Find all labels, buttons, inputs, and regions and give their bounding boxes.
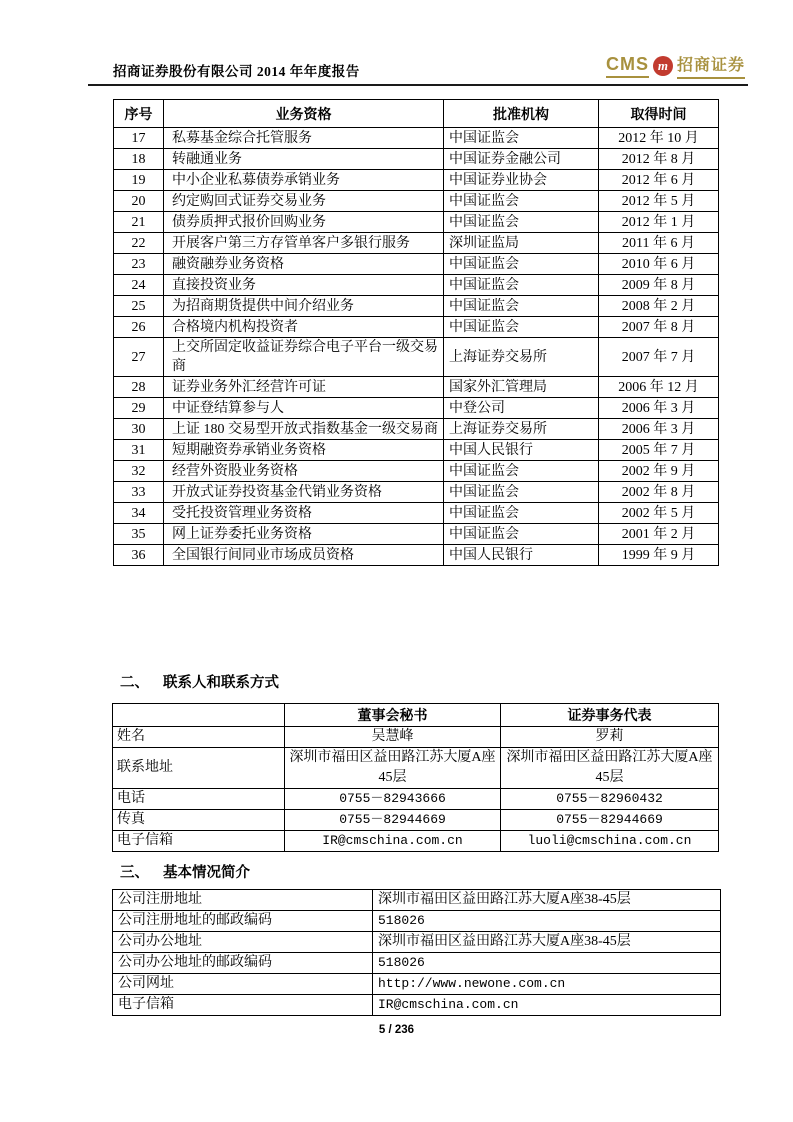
logo-brand-text: 招商证券	[677, 52, 745, 79]
cell-no: 17	[114, 128, 164, 149]
cell-qualification: 直接投资业务	[164, 275, 444, 296]
table-row	[114, 524, 719, 545]
table-row	[113, 831, 719, 852]
table-row	[114, 233, 719, 254]
row-label: 公司办公地址	[113, 932, 373, 953]
row-label: 姓名	[113, 727, 285, 748]
representative-phone: 0755－82960432	[501, 789, 719, 810]
contacts-table	[112, 703, 719, 852]
registered-postcode: 518026	[373, 911, 721, 932]
cell-date: 2012 年 6 月	[599, 170, 719, 191]
cell-qualification: 中证登结算参与人	[164, 398, 444, 419]
cell-authority: 中国证监会	[444, 524, 599, 545]
cell-qualification: 上证 180 交易型开放式指数基金一级交易商	[164, 419, 444, 440]
cell-no: 31	[114, 440, 164, 461]
cell-authority: 中国证券业协会	[444, 170, 599, 191]
company-email: IR@cmschina.com.cn	[373, 995, 721, 1016]
table-row	[114, 419, 719, 440]
cell-authority: 中国证监会	[444, 275, 599, 296]
cell-no: 30	[114, 419, 164, 440]
cell-date: 2007 年 7 月	[599, 338, 719, 377]
col-header-date: 取得时间	[599, 100, 719, 128]
table-header-row	[113, 704, 719, 727]
representative-fax: 0755－82944669	[501, 810, 719, 831]
cell-authority: 中国证监会	[444, 191, 599, 212]
cell-date: 1999 年 9 月	[599, 545, 719, 566]
representative-address: 深圳市福田区益田路江苏大厦A座45层	[501, 748, 719, 789]
cell-no: 22	[114, 233, 164, 254]
representative-name: 罗莉	[501, 727, 719, 748]
cell-authority: 中国证监会	[444, 296, 599, 317]
cell-authority: 中国证监会	[444, 317, 599, 338]
col-header-securities-rep: 证券事务代表	[501, 704, 719, 727]
registered-address: 深圳市福田区益田路江苏大厦A座38-45层	[373, 890, 721, 911]
cell-authority: 中国证监会	[444, 254, 599, 275]
cell-qualification: 为招商期货提供中间介绍业务	[164, 296, 444, 317]
table-row	[114, 503, 719, 524]
cell-date: 2012 年 1 月	[599, 212, 719, 233]
table-header-row	[114, 100, 719, 128]
cell-authority: 中国证监会	[444, 128, 599, 149]
secretary-email: IR@cmschina.com.cn	[285, 831, 501, 852]
section-heading-contacts	[120, 671, 279, 692]
cell-authority: 中国人民银行	[444, 440, 599, 461]
cell-date: 2002 年 5 月	[599, 503, 719, 524]
cell-date: 2012 年 5 月	[599, 191, 719, 212]
cell-date: 2007 年 8 月	[599, 317, 719, 338]
cell-no: 27	[114, 338, 164, 377]
page-header-title: 招商证券股份有限公司 2014 年年度报告	[113, 64, 360, 79]
cell-authority: 国家外汇管理局	[444, 377, 599, 398]
cell-qualification: 合格境内机构投资者	[164, 317, 444, 338]
cell-no: 28	[114, 377, 164, 398]
cell-date: 2012 年 10 月	[599, 128, 719, 149]
secretary-address: 深圳市福田区益田路江苏大厦A座45层	[285, 748, 501, 789]
cell-date: 2010 年 6 月	[599, 254, 719, 275]
cell-no: 32	[114, 461, 164, 482]
cell-no: 23	[114, 254, 164, 275]
page-number: 5 / 236	[378, 1024, 415, 1036]
cell-date: 2011 年 6 月	[599, 233, 719, 254]
cell-no: 21	[114, 212, 164, 233]
section-title: 基本情况简介	[163, 865, 250, 881]
row-label: 公司办公地址的邮政编码	[113, 953, 373, 974]
cell-no: 19	[114, 170, 164, 191]
table-row	[113, 789, 719, 810]
secretary-fax: 0755－82944669	[285, 810, 501, 831]
row-label: 电话	[113, 789, 285, 810]
table-row	[114, 317, 719, 338]
table-row	[114, 191, 719, 212]
cell-authority: 中登公司	[444, 398, 599, 419]
logo-cms-text: CMS	[606, 54, 649, 78]
cell-authority: 中国人民银行	[444, 545, 599, 566]
row-label: 公司注册地址	[113, 890, 373, 911]
table-row	[114, 296, 719, 317]
cell-authority: 深圳证监局	[444, 233, 599, 254]
cell-no: 26	[114, 317, 164, 338]
cell-no: 24	[114, 275, 164, 296]
cell-no: 36	[114, 545, 164, 566]
row-label: 电子信箱	[113, 995, 373, 1016]
cell-date: 2001 年 2 月	[599, 524, 719, 545]
cell-qualification: 证券业务外汇经营许可证	[164, 377, 444, 398]
table-row	[114, 212, 719, 233]
cell-qualification: 全国银行间同业市场成员资格	[164, 545, 444, 566]
row-label: 联系地址	[113, 748, 285, 789]
cell-qualification: 开放式证券投资基金代销业务资格	[164, 482, 444, 503]
table-row	[113, 727, 719, 748]
row-label: 电子信箱	[113, 831, 285, 852]
cell-qualification: 融资融券业务资格	[164, 254, 444, 275]
qualification-table	[113, 99, 719, 566]
row-label: 公司注册地址的邮政编码	[113, 911, 373, 932]
table-row	[114, 254, 719, 275]
table-row	[113, 932, 721, 953]
cell-qualification: 私募基金综合托管服务	[164, 128, 444, 149]
cell-date: 2012 年 8 月	[599, 149, 719, 170]
cell-date: 2005 年 7 月	[599, 440, 719, 461]
cell-no: 25	[114, 296, 164, 317]
cell-date: 2002 年 9 月	[599, 461, 719, 482]
secretary-phone: 0755－82943666	[285, 789, 501, 810]
secretary-name: 吴慧峰	[285, 727, 501, 748]
representative-email: luoli@cmschina.com.cn	[501, 831, 719, 852]
table-row	[114, 275, 719, 296]
section-heading-basic-info	[120, 861, 250, 882]
company-logo	[606, 52, 745, 79]
table-row	[114, 128, 719, 149]
cell-date: 2008 年 2 月	[599, 296, 719, 317]
col-header-empty	[113, 704, 285, 727]
table-row	[113, 953, 721, 974]
cell-no: 33	[114, 482, 164, 503]
section-title: 联系人和联系方式	[163, 675, 279, 691]
header-divider	[88, 84, 748, 86]
office-postcode: 518026	[373, 953, 721, 974]
table-row	[114, 149, 719, 170]
section-number: 二、	[120, 675, 149, 691]
col-header-authority: 批准机构	[444, 100, 599, 128]
cell-no: 35	[114, 524, 164, 545]
table-row	[113, 974, 721, 995]
cell-qualification: 网上证券委托业务资格	[164, 524, 444, 545]
cell-qualification: 债券质押式报价回购业务	[164, 212, 444, 233]
table-row	[113, 995, 721, 1016]
basic-info-table	[112, 889, 721, 1016]
cell-qualification: 中小企业私募债券承销业务	[164, 170, 444, 191]
row-label: 公司网址	[113, 974, 373, 995]
logo-mark-icon: m	[653, 56, 673, 76]
office-address: 深圳市福田区益田路江苏大厦A座38-45层	[373, 932, 721, 953]
table-row	[114, 482, 719, 503]
col-header-no: 序号	[114, 100, 164, 128]
section-number: 三、	[120, 865, 149, 881]
table-row	[113, 890, 721, 911]
col-header-qualification: 业务资格	[164, 100, 444, 128]
cell-authority: 中国证监会	[444, 461, 599, 482]
cell-qualification: 约定购回式证券交易业务	[164, 191, 444, 212]
table-row	[114, 338, 719, 377]
cell-date: 2002 年 8 月	[599, 482, 719, 503]
cell-no: 34	[114, 503, 164, 524]
table-row	[114, 440, 719, 461]
cell-authority: 中国证监会	[444, 482, 599, 503]
cell-qualification: 经营外资股业务资格	[164, 461, 444, 482]
company-website: http://www.newone.com.cn	[373, 974, 721, 995]
cell-date: 2006 年 3 月	[599, 398, 719, 419]
cell-authority: 中国证监会	[444, 212, 599, 233]
cell-qualification: 转融通业务	[164, 149, 444, 170]
cell-no: 29	[114, 398, 164, 419]
cell-qualification: 受托投资管理业务资格	[164, 503, 444, 524]
cell-authority: 上海证券交易所	[444, 338, 599, 377]
cell-date: 2006 年 3 月	[599, 419, 719, 440]
cell-qualification: 上交所固定收益证券综合电子平台一级交易商	[164, 338, 444, 377]
cell-qualification: 开展客户第三方存管单客户多银行服务	[164, 233, 444, 254]
row-label: 传真	[113, 810, 285, 831]
cell-authority: 中国证券金融公司	[444, 149, 599, 170]
table-row	[114, 170, 719, 191]
cell-qualification: 短期融资券承销业务资格	[164, 440, 444, 461]
cell-authority: 上海证券交易所	[444, 419, 599, 440]
table-row	[113, 810, 719, 831]
cell-date: 2009 年 8 月	[599, 275, 719, 296]
cell-no: 20	[114, 191, 164, 212]
cell-authority: 中国证监会	[444, 503, 599, 524]
cell-date: 2006 年 12 月	[599, 377, 719, 398]
table-row	[114, 398, 719, 419]
col-header-board-secretary: 董事会秘书	[285, 704, 501, 727]
table-row	[113, 911, 721, 932]
table-row	[113, 748, 719, 789]
table-row	[114, 377, 719, 398]
table-row	[114, 461, 719, 482]
table-row	[114, 545, 719, 566]
cell-no: 18	[114, 149, 164, 170]
